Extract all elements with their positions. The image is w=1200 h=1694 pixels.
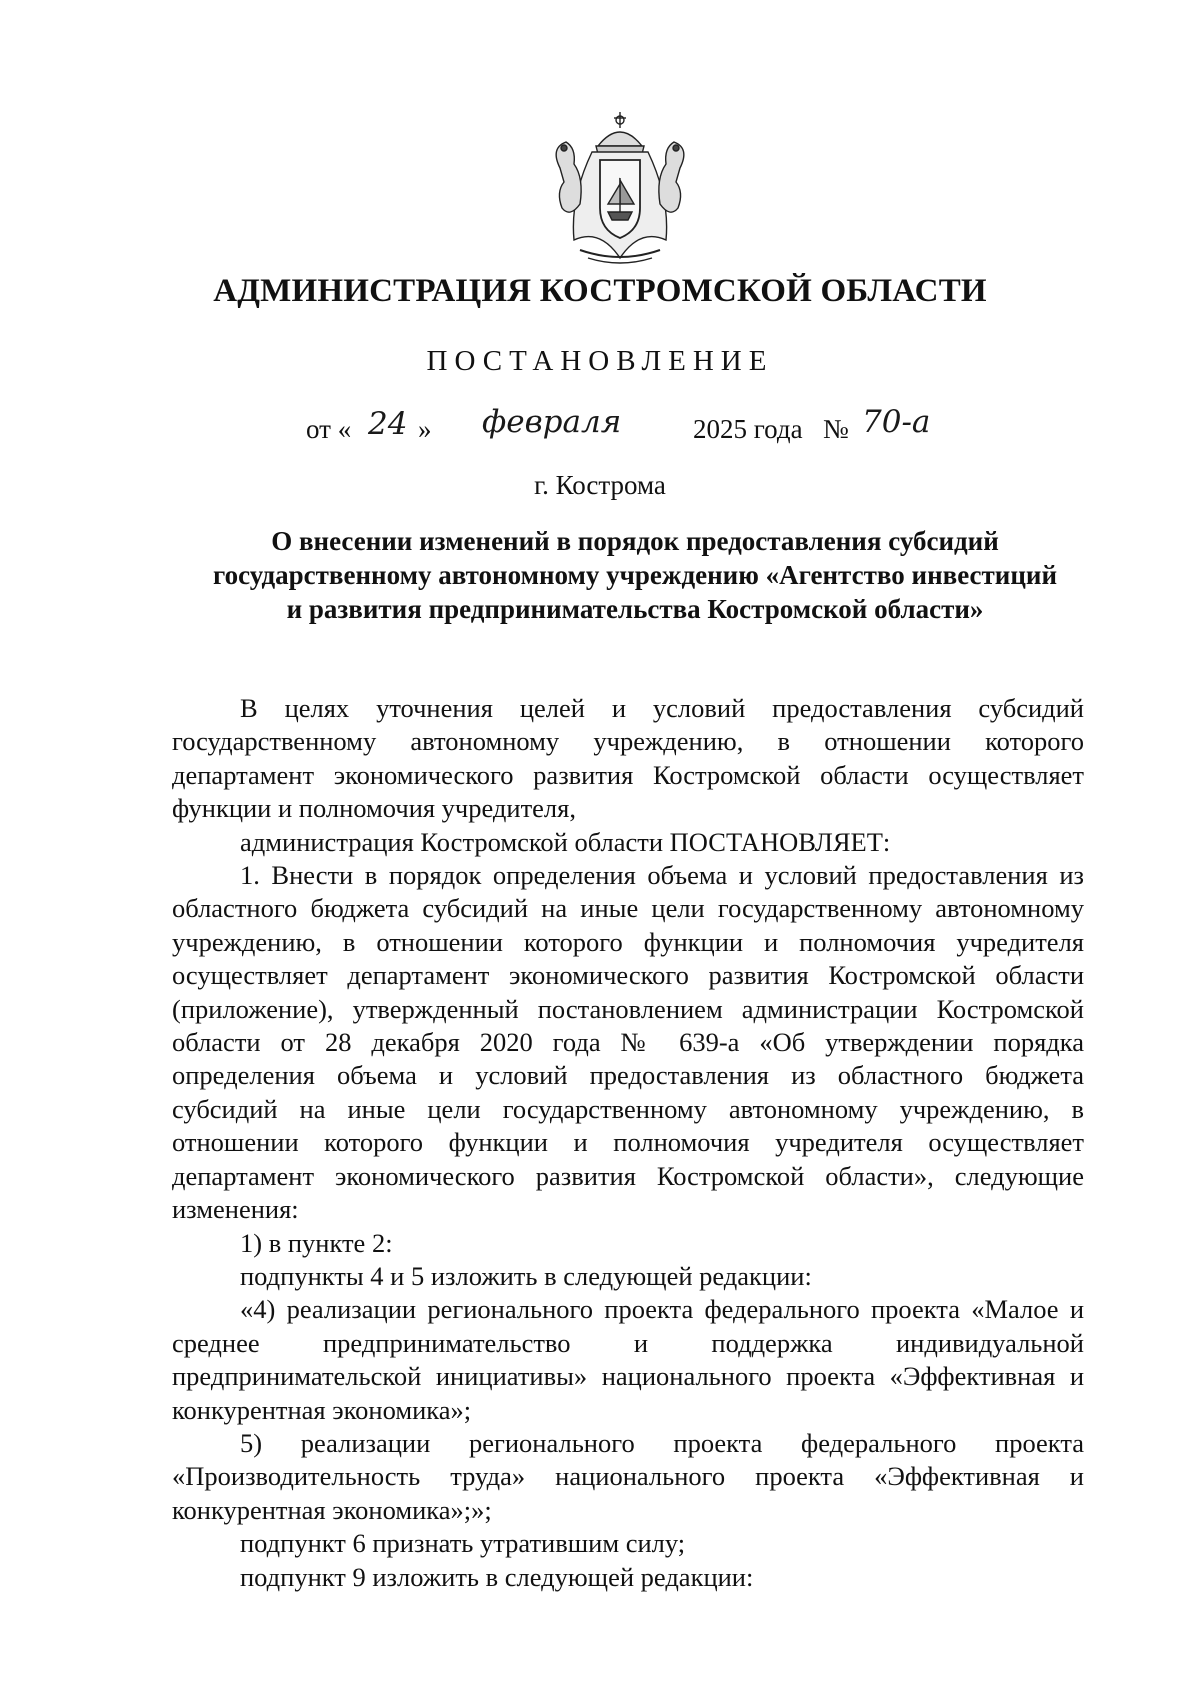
document-number-handwritten: 70-а <box>862 404 931 440</box>
preamble-paragraph: В целях уточнения целей и условий предоставления субсидий государственному автономному учреждению, в отношении которого департамент экономического развития Костромской области осуществляет функции и полномочия учредителя, <box>172 693 1084 824</box>
amendment-paragraph: подпункт 9 изложить в следующей редакции: <box>240 1561 754 1592</box>
document-type-title: ПОСТАНОВЛЕНИЕ <box>426 345 774 377</box>
item-1-paragraph: 1. Внести в порядок определения объема и условий предоставления из областного бюджета субсидий на иные цели государственному автономному учреждению, в отношении которого функции и полномочия учредителя осуществляет департамент экономического развития Костромской области (приложение), утвержденный постановлением администрации Костромской области от 28 декабря 2020 года № 639-а «Об утверждении порядка определения объема и условий предоставления из областного бюджета субсидий на иные цели государственному автономному учреждению, в отношении которого функции и полномочия учредителя осуществляет департамент экономического развития Костромской области», следующие изменения: <box>172 860 1084 1225</box>
document-body <box>172 692 1084 1594</box>
coat-of-arms-emblem <box>540 108 700 268</box>
subject-line: и развития предпринимательства Костромской области» <box>286 594 984 624</box>
amendment-paragraph: «4) реализации регионального проекта федерального проекта «Малое и среднее предпринимательство и поддержка индивидуальной предпринимательской инициативы» национального проекта «Эффективная и конкурентная экономика»; <box>172 1294 1084 1425</box>
date-day-handwritten: 24 <box>368 406 408 442</box>
amendment-paragraph: подпункты 4 и 5 изложить в следующей редакции: <box>240 1260 812 1291</box>
date-quote-close: » <box>418 414 432 444</box>
dateline <box>0 404 1200 452</box>
amendment-paragraph: подпункт 6 признать утратившим силу; <box>240 1528 686 1559</box>
organization-title: АДМИНИСТРАЦИЯ КОСТРОМСКОЙ ОБЛАСТИ <box>213 273 987 309</box>
resolution-paragraph: администрация Костромской области ПОСТАНОВЛЯЕТ: <box>240 826 891 857</box>
document-subject <box>175 524 1095 626</box>
subject-line: государственному автономному учреждению «Агентство инвестиций <box>212 560 1058 590</box>
date-year: 2025 года <box>693 414 803 444</box>
document-number-sign: № <box>823 414 849 444</box>
city-name: г. Кострома <box>534 470 666 500</box>
amendment-paragraph: 5) реализации регионального проекта федерального проекта «Производительность труда» национального проекта «Эффективная и конкурентная экономика»;»; <box>172 1427 1084 1525</box>
date-month-handwritten: февраля <box>482 404 622 440</box>
date-prefix: от « <box>306 414 352 444</box>
subitem-paragraph: 1) в пункте 2: <box>240 1227 393 1258</box>
subject-line: О внесении изменений в порядок предоставления субсидий <box>271 526 999 556</box>
